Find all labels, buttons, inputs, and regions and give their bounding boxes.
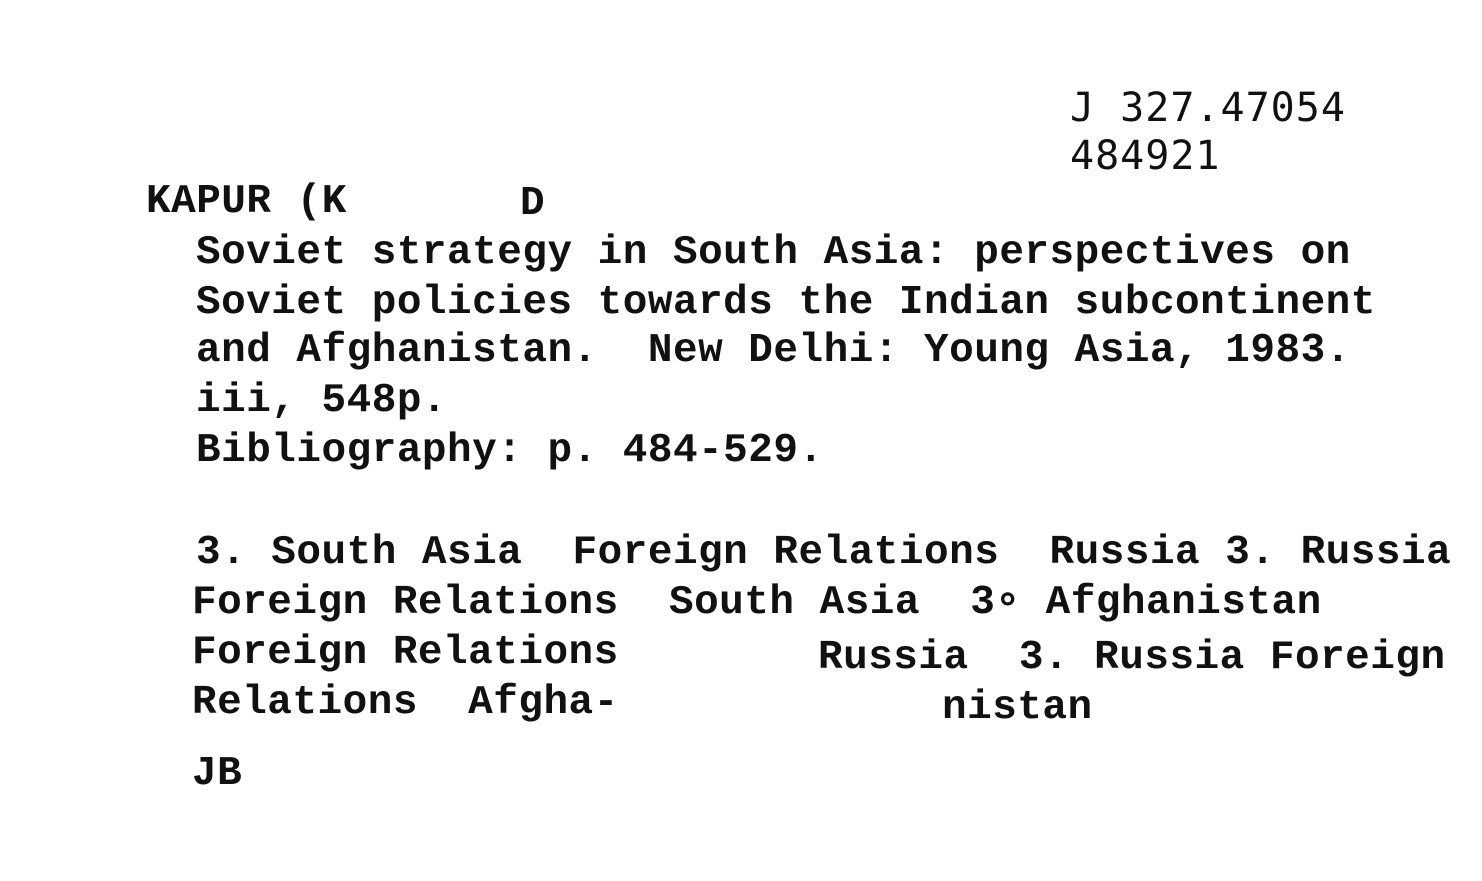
call-number-class: J 327.47054 bbox=[1070, 85, 1346, 131]
subject-line-4-left: Relations Afgha- bbox=[192, 680, 619, 726]
subject-line-3-left: Foreign Relations bbox=[192, 630, 619, 676]
author-heading: KAPUR (K bbox=[146, 179, 347, 225]
subject-line-3-right: Russia 3. Russia Foreign bbox=[818, 635, 1446, 681]
cataloger-initials: JB bbox=[192, 751, 243, 797]
title-line-2: Soviet policies towards the Indian subcontinent bbox=[196, 280, 1376, 326]
bibliography-note: Bibliography: p. 484-529. bbox=[196, 428, 824, 474]
subject-line-4-right: nistan bbox=[942, 685, 1093, 731]
collation-line: iii, 548p. bbox=[196, 378, 448, 424]
subject-line-1: 3. South Asia Foreign Relations Russia 3. Russia bbox=[196, 530, 1452, 576]
imprint-line: and Afghanistan. New Delhi: Young Asia, 1983. bbox=[196, 328, 1351, 374]
title-line-1: Soviet strategy in South Asia: perspectives on bbox=[196, 230, 1351, 276]
accession-number: 484921 bbox=[1070, 133, 1221, 179]
author-initial: D bbox=[520, 181, 546, 227]
subject-line-2: Foreign Relations South Asia 3∘ Afghanistan bbox=[192, 580, 1322, 626]
